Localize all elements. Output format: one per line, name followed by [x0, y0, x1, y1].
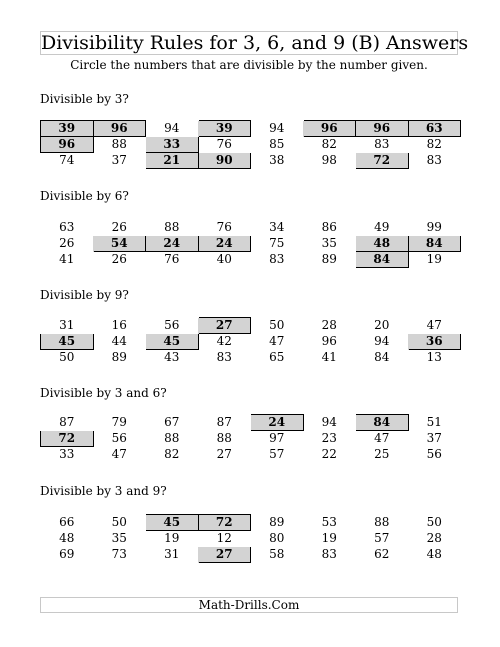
- number-cell: 89: [321, 252, 337, 266]
- grid-row: [41, 236, 461, 252]
- number-cell: 41: [59, 252, 75, 266]
- number-cell-answer: 96: [303, 121, 356, 137]
- grid-row: [41, 137, 461, 153]
- number-cell: 26: [111, 220, 127, 234]
- worksheet-title: [40, 31, 469, 55]
- number-cell: 88: [164, 431, 180, 445]
- number-cell: 88: [374, 515, 390, 529]
- number-cell: 19: [321, 531, 337, 545]
- number-grid-div-6: [40, 219, 461, 268]
- number-cell: 20: [374, 318, 390, 332]
- number-cell-answer: 24: [146, 236, 199, 252]
- number-cell: 75: [269, 236, 285, 250]
- grid-row: [41, 547, 461, 563]
- number-cell-answer: 24: [198, 236, 251, 252]
- number-cell-answer: 45: [146, 515, 199, 531]
- number-cell: 66: [59, 515, 75, 529]
- number-cell-answer: 36: [408, 334, 461, 350]
- number-cell: 35: [111, 531, 127, 545]
- number-cell: 94: [374, 334, 390, 348]
- number-cell: 50: [269, 318, 285, 332]
- number-cell: 25: [374, 447, 390, 461]
- grid-row: [41, 515, 461, 531]
- number-cell: 74: [59, 153, 75, 167]
- number-cell: 69: [59, 547, 75, 561]
- number-cell: 79: [111, 415, 127, 429]
- number-cell: 99: [426, 220, 442, 234]
- number-cell: 88: [216, 431, 232, 445]
- number-cell: 41: [321, 350, 337, 364]
- number-cell: 63: [59, 220, 75, 234]
- number-cell: 76: [216, 220, 232, 234]
- grid-row: [41, 153, 461, 169]
- number-cell-answer: 21: [146, 153, 199, 169]
- number-cell-answer: 48: [356, 236, 409, 252]
- number-cell: 53: [321, 515, 337, 529]
- number-cell-answer: 39: [41, 121, 94, 137]
- number-cell: 43: [164, 350, 180, 364]
- number-cell: 62: [374, 547, 390, 561]
- grid-row: [41, 447, 461, 463]
- grid-row: [41, 121, 461, 137]
- number-cell-answer: 84: [356, 415, 409, 431]
- number-cell: 87: [216, 415, 232, 429]
- number-cell: 13: [426, 350, 442, 364]
- footer-brand: [40, 597, 458, 613]
- grid-row: [41, 350, 461, 366]
- number-cell: 89: [269, 515, 285, 529]
- number-cell-answer: 27: [198, 318, 251, 334]
- number-cell: 94: [269, 121, 285, 135]
- number-cell: 31: [164, 547, 180, 561]
- number-cell: 94: [164, 121, 180, 135]
- number-cell: 94: [321, 415, 337, 429]
- footer-brand-text: Math-Drills.Com: [198, 598, 300, 612]
- number-cell: 82: [164, 447, 180, 461]
- number-cell: 44: [111, 334, 127, 348]
- number-cell: 56: [111, 431, 127, 445]
- number-cell: 16: [111, 318, 127, 332]
- number-cell: 19: [164, 531, 180, 545]
- number-cell: 58: [269, 547, 285, 561]
- number-cell: 89: [111, 350, 127, 364]
- number-cell: 28: [426, 531, 442, 545]
- number-cell: 26: [111, 252, 127, 266]
- number-cell-answer: 54: [93, 236, 146, 252]
- grid-row: [41, 252, 461, 268]
- number-cell: 50: [59, 350, 75, 364]
- number-cell: 12: [216, 531, 232, 545]
- number-cell: 23: [321, 431, 337, 445]
- section-label-div-9: Divisible by 9?: [40, 288, 129, 302]
- number-cell: 50: [426, 515, 442, 529]
- number-cell: 37: [426, 431, 442, 445]
- grid-row: [41, 531, 461, 547]
- section-label-div-6: Divisible by 6?: [40, 189, 129, 203]
- number-cell: 57: [269, 447, 285, 461]
- number-cell-answer: 90: [198, 153, 251, 169]
- number-cell: 34: [269, 220, 285, 234]
- number-cell: 85: [269, 137, 285, 151]
- number-cell-answer: 72: [198, 515, 251, 531]
- number-cell: 27: [216, 447, 232, 461]
- number-cell: 83: [426, 153, 442, 167]
- number-cell: 56: [426, 447, 442, 461]
- grid-row: [41, 318, 461, 334]
- number-cell: 88: [111, 137, 127, 151]
- grid-row: [41, 431, 461, 447]
- number-cell: 65: [269, 350, 285, 364]
- number-cell: 76: [164, 252, 180, 266]
- number-cell: 86: [321, 220, 337, 234]
- worksheet-instructions: Circle the numbers that are divisible by the number given.: [70, 58, 428, 72]
- number-cell: 87: [59, 415, 75, 429]
- number-cell-answer: 27: [198, 547, 251, 563]
- number-cell: 48: [59, 531, 75, 545]
- number-cell: 97: [269, 431, 285, 445]
- number-cell: 38: [269, 153, 285, 167]
- number-cell: 83: [374, 137, 390, 151]
- number-grid-div-9: [40, 317, 461, 366]
- number-cell-answer: 39: [198, 121, 251, 137]
- number-grid-div-3-and-6: [40, 414, 461, 463]
- number-cell: 47: [426, 318, 442, 332]
- number-cell: 83: [269, 252, 285, 266]
- number-cell-answer: 33: [146, 137, 199, 153]
- number-cell: 47: [269, 334, 285, 348]
- number-cell: 26: [59, 236, 75, 250]
- number-cell: 37: [111, 153, 127, 167]
- number-cell: 96: [321, 334, 337, 348]
- number-grid-div-3: [40, 120, 461, 169]
- number-cell: 83: [216, 350, 232, 364]
- number-cell-answer: 45: [41, 334, 94, 350]
- number-cell: 49: [374, 220, 390, 234]
- number-cell: 82: [321, 137, 337, 151]
- number-cell: 51: [426, 415, 442, 429]
- number-cell: 80: [269, 531, 285, 545]
- number-cell-answer: 72: [356, 153, 409, 169]
- number-cell: 31: [59, 318, 75, 332]
- number-cell-answer: 63: [408, 121, 461, 137]
- number-cell-answer: 96: [356, 121, 409, 137]
- number-grid-div-3-and-9: [40, 514, 461, 563]
- number-cell: 67: [164, 415, 180, 429]
- number-cell: 35: [321, 236, 337, 250]
- grid-row: [41, 415, 461, 431]
- number-cell: 50: [111, 515, 127, 529]
- number-cell: 98: [321, 153, 337, 167]
- number-cell-answer: 96: [41, 137, 94, 153]
- number-cell: 88: [164, 220, 180, 234]
- number-cell-answer: 45: [146, 334, 199, 350]
- number-cell: 28: [321, 318, 337, 332]
- section-label-div-3-and-6: Divisible by 3 and 6?: [40, 386, 167, 400]
- number-cell: 48: [426, 547, 442, 561]
- section-label-div-3: Divisible by 3?: [40, 92, 129, 106]
- number-cell-answer: 84: [356, 252, 409, 268]
- number-cell: 47: [374, 431, 390, 445]
- grid-row: [41, 220, 461, 236]
- grid-row: [41, 334, 461, 350]
- number-cell: 42: [216, 334, 232, 348]
- number-cell: 83: [321, 547, 337, 561]
- number-cell: 40: [216, 252, 232, 266]
- number-cell-answer: 24: [251, 415, 304, 431]
- section-label-div-3-and-9: Divisible by 3 and 9?: [40, 484, 167, 498]
- number-cell: 22: [321, 447, 337, 461]
- number-cell-answer: 96: [93, 121, 146, 137]
- number-cell: 56: [164, 318, 180, 332]
- number-cell: 82: [426, 137, 442, 151]
- number-cell: 33: [59, 447, 75, 461]
- number-cell-answer: 84: [408, 236, 461, 252]
- worksheet-title-text: Divisibility Rules for 3, 6, and 9 (B) Answers: [41, 32, 469, 54]
- number-cell: 47: [111, 447, 127, 461]
- number-cell: 73: [111, 547, 127, 561]
- number-cell: 76: [216, 137, 232, 151]
- number-cell: 84: [374, 350, 390, 364]
- number-cell: 57: [374, 531, 390, 545]
- number-cell-answer: 72: [41, 431, 94, 447]
- number-cell: 19: [426, 252, 442, 266]
